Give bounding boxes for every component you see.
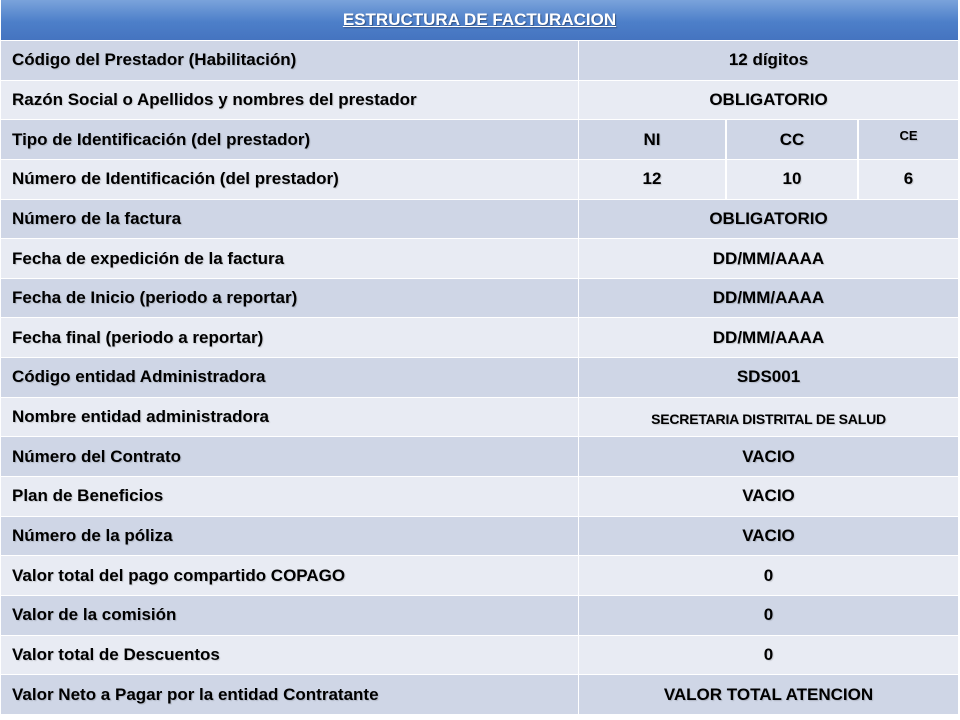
table-title: ESTRUCTURA DE FACTURACION [1,0,958,41]
table-row [1,398,958,438]
row-value: SDS001 [736,367,801,387]
row-value: 0 [763,605,774,625]
table-row [1,41,958,81]
row-value: OBLIGATORIO [709,89,828,109]
row-subvalue: CE [899,128,918,144]
row-value: SECRETARIA DISTRITAL DE SALUD [651,410,886,427]
table-row [1,636,958,676]
table-row [1,477,958,517]
row-label: Número de Identificación (del prestador) [1,160,579,199]
row-value: 0 [763,565,774,585]
row-subvalue: CC [727,120,859,159]
row-value: DD/MM/AAAA [712,288,825,308]
table-row [1,160,958,200]
row-subvalue: 10 [727,160,859,199]
row-value: VACIO [742,446,795,466]
row-label: Valor Neto a Pagar por la entidad Contratante [1,675,579,714]
row-label: Valor de la comisión [1,596,579,635]
row-label: Fecha de Inicio (periodo a reportar) [1,279,579,318]
row-value: DD/MM/AAAA [712,327,825,347]
row-label: Valor total de Descuentos [1,636,579,675]
table-row [1,517,958,557]
row-value: VACIO [742,486,795,506]
row-label: Nombre entidad administradora [1,398,579,437]
row-label: Número de la póliza [1,517,579,556]
table-row [1,437,958,477]
row-label: Número de la factura [1,200,579,239]
row-value: VALOR TOTAL ATENCION [663,684,874,704]
table-row [1,318,958,358]
table-row [1,200,958,240]
row-subvalue: NI [579,120,727,159]
table-row [1,556,958,596]
row-subvalue: 6 [903,169,914,189]
row-subvalue: 12 [579,160,727,199]
table-row [1,81,958,121]
row-label: Número del Contrato [1,437,579,476]
table-row [1,675,958,715]
row-label: Fecha final (periodo a reportar) [1,318,579,357]
row-label: Código del Prestador (Habilitación) [1,41,579,80]
table-row [1,596,958,636]
row-label: Razón Social o Apellidos y nombres del prestador [1,81,579,120]
table-row [1,358,958,398]
row-label: Fecha de expedición de la factura [1,239,579,278]
row-value: OBLIGATORIO [709,208,828,228]
table-row [1,279,958,319]
row-label: Valor total del pago compartido COPAGO [1,556,579,595]
row-value: 0 [763,644,774,664]
row-value: VACIO [742,526,795,545]
row-label: Tipo de Identificación (del prestador) [1,120,579,159]
table-row [1,120,958,160]
row-value: 12 dígitos [728,50,809,70]
row-label: Código entidad Administradora [1,358,579,397]
billing-structure-table [1,0,958,715]
row-label: Plan de Beneficios [1,477,579,516]
table-row [1,239,958,279]
row-value: DD/MM/AAAA [712,248,825,268]
